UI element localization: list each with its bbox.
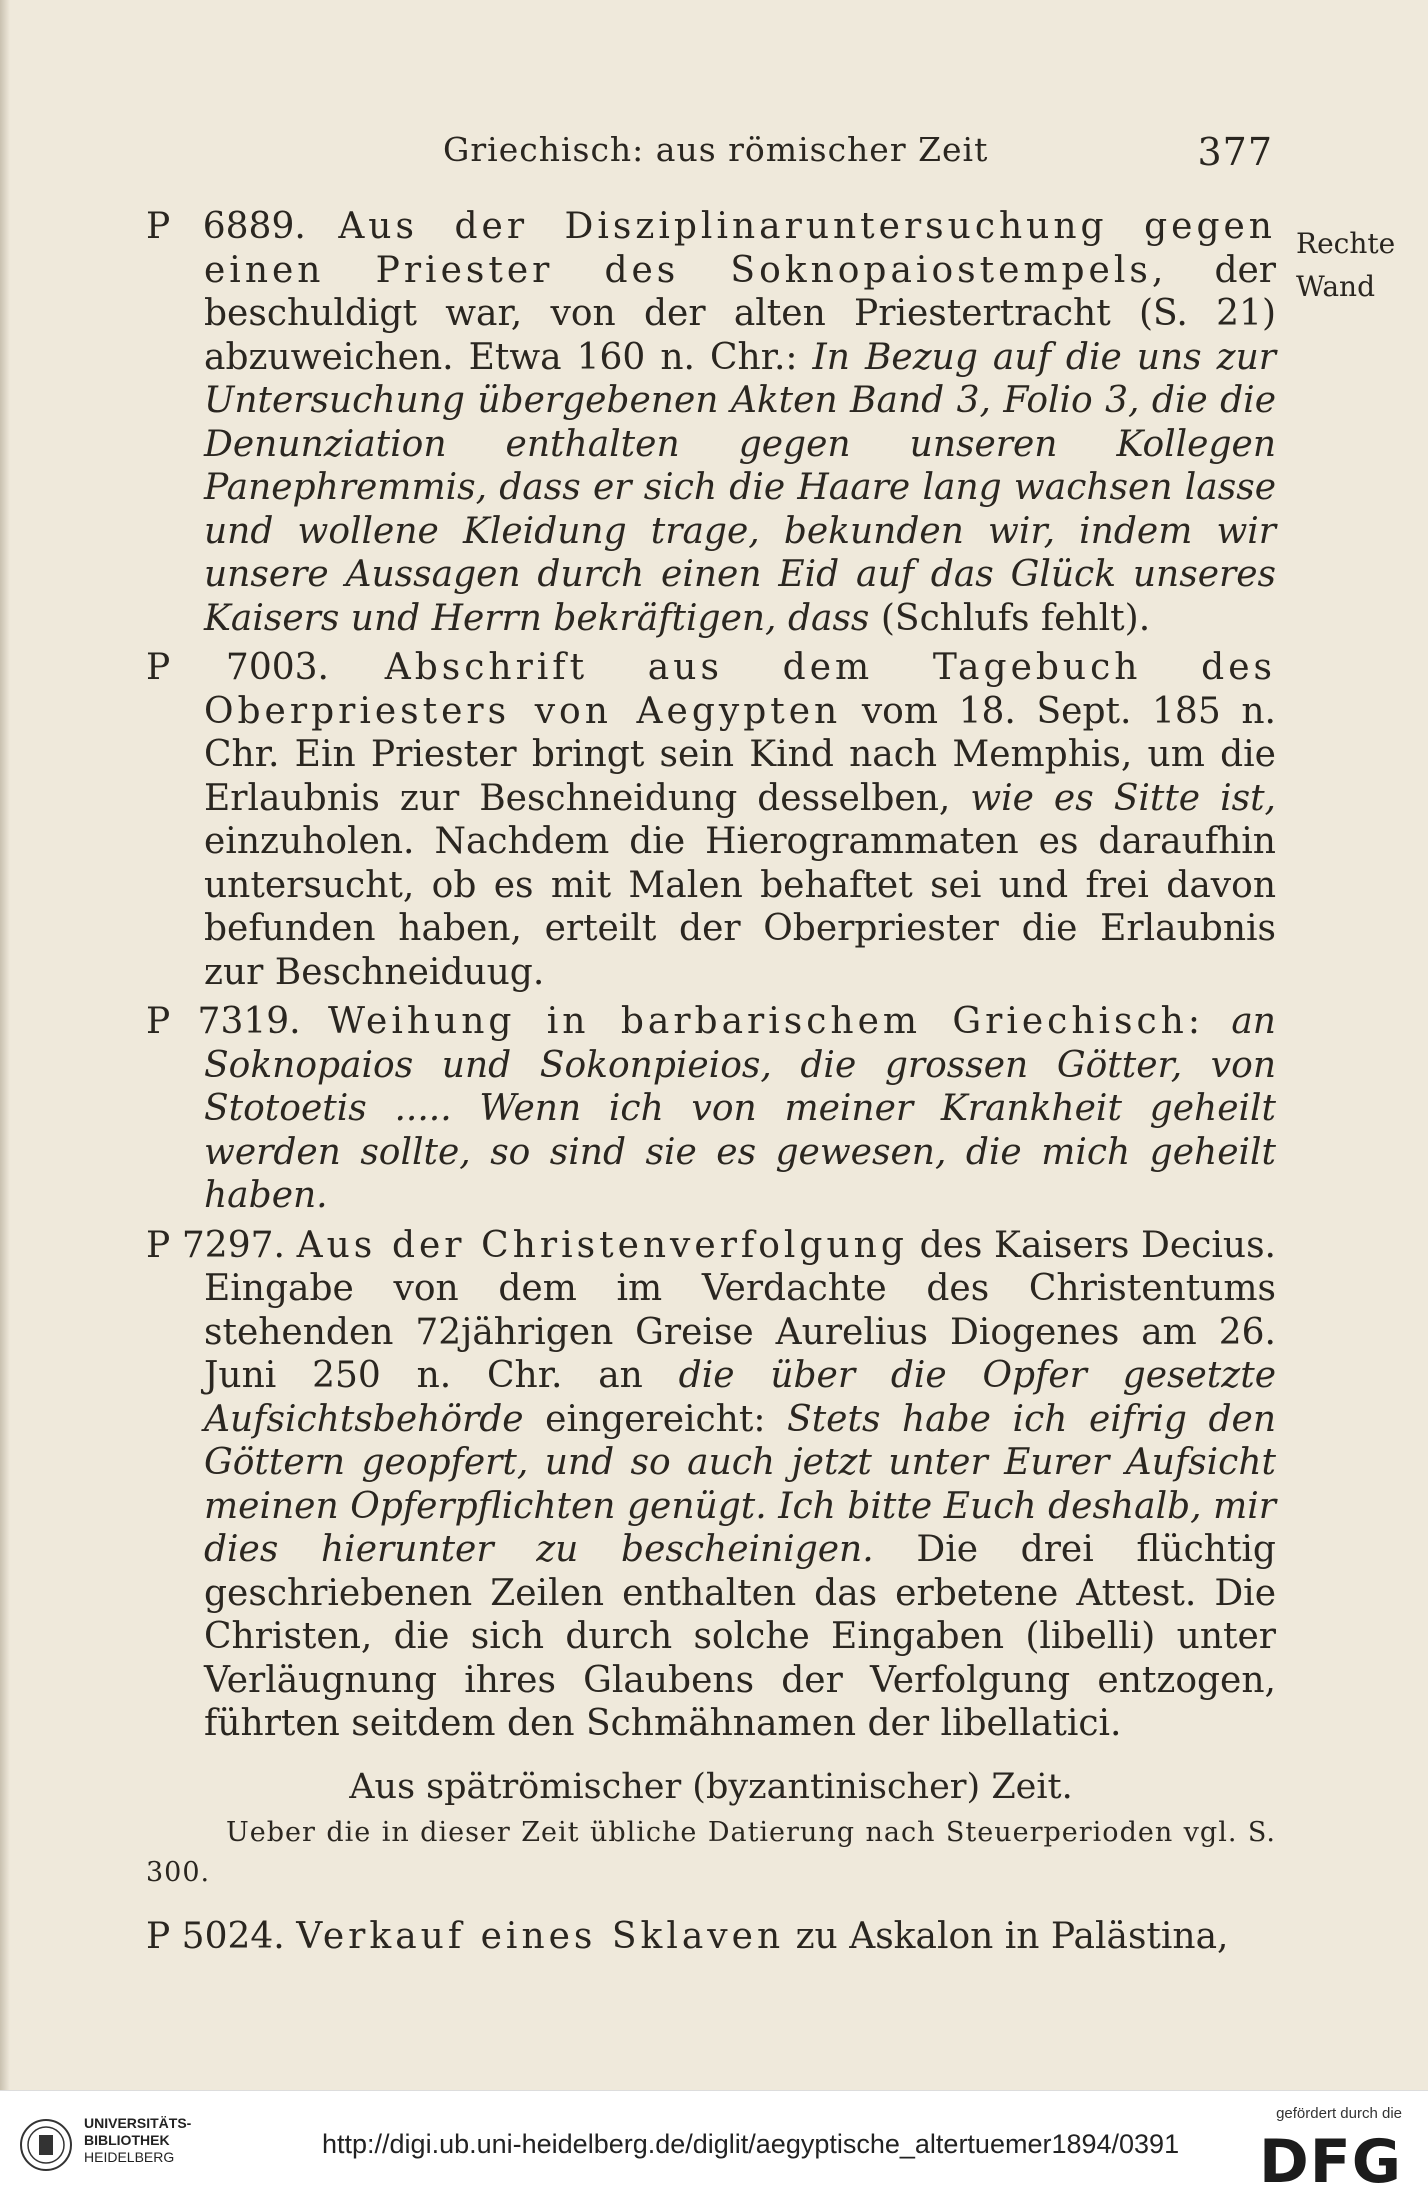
entry-quote: wie es Sitte ist,	[970, 777, 1276, 819]
section-note: Ueber die in dieser Zeit übliche Datierung nach Steuerperioden vgl. S. 300.	[146, 1817, 1276, 1888]
entry-title: Verkauf eines Sklaven	[296, 1916, 785, 1957]
entry-quote: an Soknopaios und Sokonpieios, die grossen Götter, von Stotoetis ..... Wenn ich von meiner Krankheit geheilt werden sollte, so sind sie es gewesen, die mich geheilt haben.	[204, 1001, 1276, 1216]
entry-number: P 6889.	[146, 206, 306, 247]
digitization-footer	[0, 2090, 1428, 2201]
entry-title: Aus der Christenverfolgung	[296, 1224, 908, 1266]
entry-text: des Kaisers Decius. Eingabe von dem im Verdachte des Christentums stehenden 72jährigen Greise Aurelius Diogenes am 26. Juni 250 n. Chr. an	[204, 1224, 1276, 1396]
entry-number: P 7297.	[146, 1224, 285, 1266]
entry-number: P 5024.	[146, 1916, 285, 1957]
entry-text: Die drei flüchtig geschriebenen Zeilen enthalten das erbetene Attest. Die Christen, die sich durch solche Eingaben (libelli) unter Verläugnung ihres Glaubens der Verfolgung entzogen, führten seitdem den Schmähnamen der libellatici.	[204, 1529, 1276, 1744]
entry-p7297	[146, 1224, 1276, 1746]
entry-quote: Stets habe ich eifrig den Göttern geopfert, und so auch jetzt unter Eurer Aufsicht meinen Opferpflichten genügt. Ich bitte Euch deshalb, mir dies hierunter zu bescheinigen.	[204, 1398, 1276, 1570]
entry-title: Abschrift aus dem Tagebuch des Oberpriesters von Aegypten	[204, 647, 1276, 732]
running-head-title: Griechisch: aus römischer Zeit	[443, 130, 989, 169]
running-head	[443, 130, 1283, 180]
entry-p7003	[146, 646, 1276, 994]
entry-text: vom 18. Sept. 185 n. Chr. Ein Priester bringt sein Kind nach Memphis, um die Erlaubnis zur Beschneidung desselben,	[204, 690, 1276, 819]
entry-quote: In Bezug auf die uns zur Untersuchung übergebenen Akten Band 3, Folio 3, die die Denunziation enthalten gegen unseren Kollegen Panephremmis, dass er sich die Haare lang wachsen lasse und wollene Kleidung trage, bekunden wir, indem wir unsere Aussagen durch einen Eid auf das Glück unseres Kaisers und Herrn bekräftigen, dass	[204, 336, 1276, 639]
library-name	[84, 2115, 191, 2166]
entry-text: einzuholen. Nachdem die Hierogrammaten es daraufhin untersucht, ob es mit Malen behaftet sei und frei davon befunden haben, erteilt der Oberpriester die Erlaubnis zur Beschneiduug.	[204, 821, 1276, 993]
entry-p6889	[146, 205, 1276, 640]
section-heading: Aus spätrömischer (byzantinischer) Zeit.	[349, 1766, 1073, 1807]
library-name-line: UNIVERSITÄTS-	[84, 2115, 192, 2131]
margin-note	[1296, 222, 1424, 308]
entry-title: Aus der Disziplinaruntersuchung gegen einen Priester des Soknopaiostempels,	[204, 206, 1276, 291]
entry-quote: die über die Opfer gesetzte Aufsichtsbehörde	[204, 1355, 1277, 1440]
entry-p5024	[146, 1915, 1276, 1959]
margin-note-line: Rechte	[1296, 227, 1396, 260]
margin-note-line: Wand	[1296, 270, 1375, 303]
entry-number: P 7003.	[146, 647, 329, 688]
entry-text: eingereicht:	[545, 1398, 766, 1440]
entry-number: P 7319.	[146, 1001, 301, 1042]
body-text	[146, 205, 1276, 1965]
dfg-logo: DFG	[1258, 2127, 1402, 2197]
entry-title: Weihung in barbarischem Griechisch:	[327, 1001, 1204, 1042]
entry-text: zu Askalon in Palästina,	[795, 1916, 1229, 1957]
university-seal-icon	[18, 2117, 74, 2173]
funding-label: gefördert durch die	[1276, 2105, 1402, 2122]
page-number: 377	[1197, 130, 1273, 174]
library-name-line: HEIDELBERG	[84, 2149, 175, 2165]
library-name-line: BIBLIOTHEK	[84, 2132, 170, 2148]
entry-p7319	[146, 1000, 1276, 1218]
entry-text: (Schlufs fehlt).	[880, 597, 1151, 639]
entry-text: der beschuldigt war, von der alten Priestertracht (S. 21) abzuweichen. Etwa 160 n. Chr.:	[204, 249, 1276, 378]
permalink-url[interactable]: http://digi.ub.uni-heidelberg.de/diglit/aegyptische_altertuemer1894/0391	[322, 2129, 1180, 2159]
page-spine-shadow	[0, 0, 10, 2090]
